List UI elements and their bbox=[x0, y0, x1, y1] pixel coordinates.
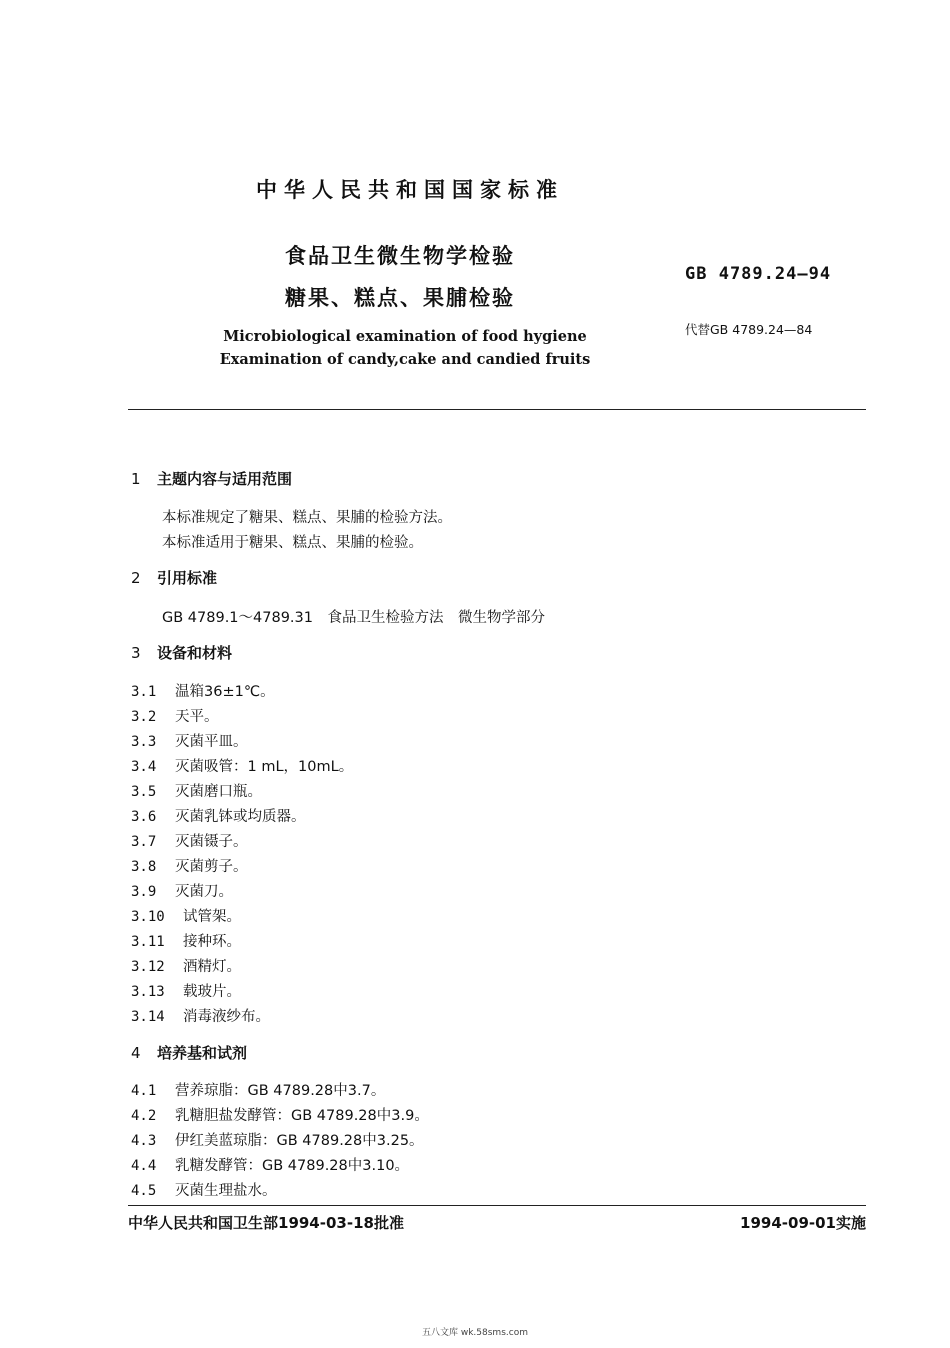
list-item: 3.1 温箱36±1℃。 bbox=[131, 684, 275, 700]
list-item: 4.4 乳糖发酵管：GB 4789.28中3.10。 bbox=[131, 1158, 410, 1174]
section-1-paragraph: 本标准适用于糖果、糕点、果脯的检验。 bbox=[162, 535, 423, 551]
replaces-note: 代替GB 4789.24—84 bbox=[685, 322, 813, 337]
list-item: 3.11 接种环。 bbox=[131, 934, 241, 950]
list-item: 3.8 灭菌剪子。 bbox=[131, 859, 248, 875]
list-item: 3.12 酒精灯。 bbox=[131, 959, 241, 975]
title-cn-line1: 食品卫生微生物学检验 bbox=[285, 244, 515, 268]
list-item: 3.6 灭菌乳钵或均质器。 bbox=[131, 809, 306, 825]
list-item: 4.5 灭菌生理盐水。 bbox=[131, 1183, 277, 1199]
list-item: 4.2 乳糖胆盐发酵管：GB 4789.28中3.9。 bbox=[131, 1108, 429, 1124]
footer-divider bbox=[128, 1205, 866, 1206]
document-header: 中华人民共和国国家标准 bbox=[256, 178, 564, 202]
list-item: 3.3 灭菌平皿。 bbox=[131, 734, 248, 750]
section-4-heading: 4 培养基和试剂 bbox=[131, 1044, 248, 1062]
header-divider bbox=[128, 409, 866, 410]
list-item: 3.13 载玻片。 bbox=[131, 984, 241, 1000]
section-2-heading: 2 引用标准 bbox=[131, 569, 218, 587]
list-item: 3.5 灭菌磨口瓶。 bbox=[131, 784, 262, 800]
list-item: 3.10 试管架。 bbox=[131, 909, 241, 925]
list-item: 3.2 天平。 bbox=[131, 709, 219, 725]
list-item: 4.1 营养琼脂：GB 4789.28中3.7。 bbox=[131, 1083, 386, 1099]
section-2-paragraph: GB 4789.1～4789.31 食品卫生检验方法 微生物学部分 bbox=[162, 610, 545, 626]
list-item: 3.7 灭菌镊子。 bbox=[131, 834, 248, 850]
effective-date: 1994-09-01实施 bbox=[740, 1214, 866, 1232]
list-item: 3.4 灭菌吸管：1 mL，10mL。 bbox=[131, 759, 354, 775]
title-en-line2: Examination of candy,cake and candied fruits bbox=[219, 351, 591, 368]
list-item: 3.9 灭菌刀。 bbox=[131, 884, 233, 900]
section-1-heading: 1 主题内容与适用范围 bbox=[131, 470, 293, 488]
title-cn-line2: 糖果、糕点、果脯检验 bbox=[285, 286, 515, 310]
list-item: 4.3 伊红美蓝琼脂：GB 4789.28中3.25。 bbox=[131, 1133, 424, 1149]
section-1-paragraph: 本标准规定了糖果、糕点、果脯的检验方法。 bbox=[162, 510, 452, 526]
approval-line: 中华人民共和国卫生部1994-03-18批准 bbox=[128, 1214, 404, 1232]
standard-code: GB 4789.24—94 bbox=[685, 264, 832, 284]
title-en-line1: Microbiological examination of food hygiene bbox=[223, 328, 587, 345]
watermark: 五八文库 wk.58sms.com bbox=[422, 1328, 528, 1338]
list-item: 3.14 消毒液纱布。 bbox=[131, 1009, 270, 1025]
section-3-heading: 3 设备和材料 bbox=[131, 644, 233, 662]
